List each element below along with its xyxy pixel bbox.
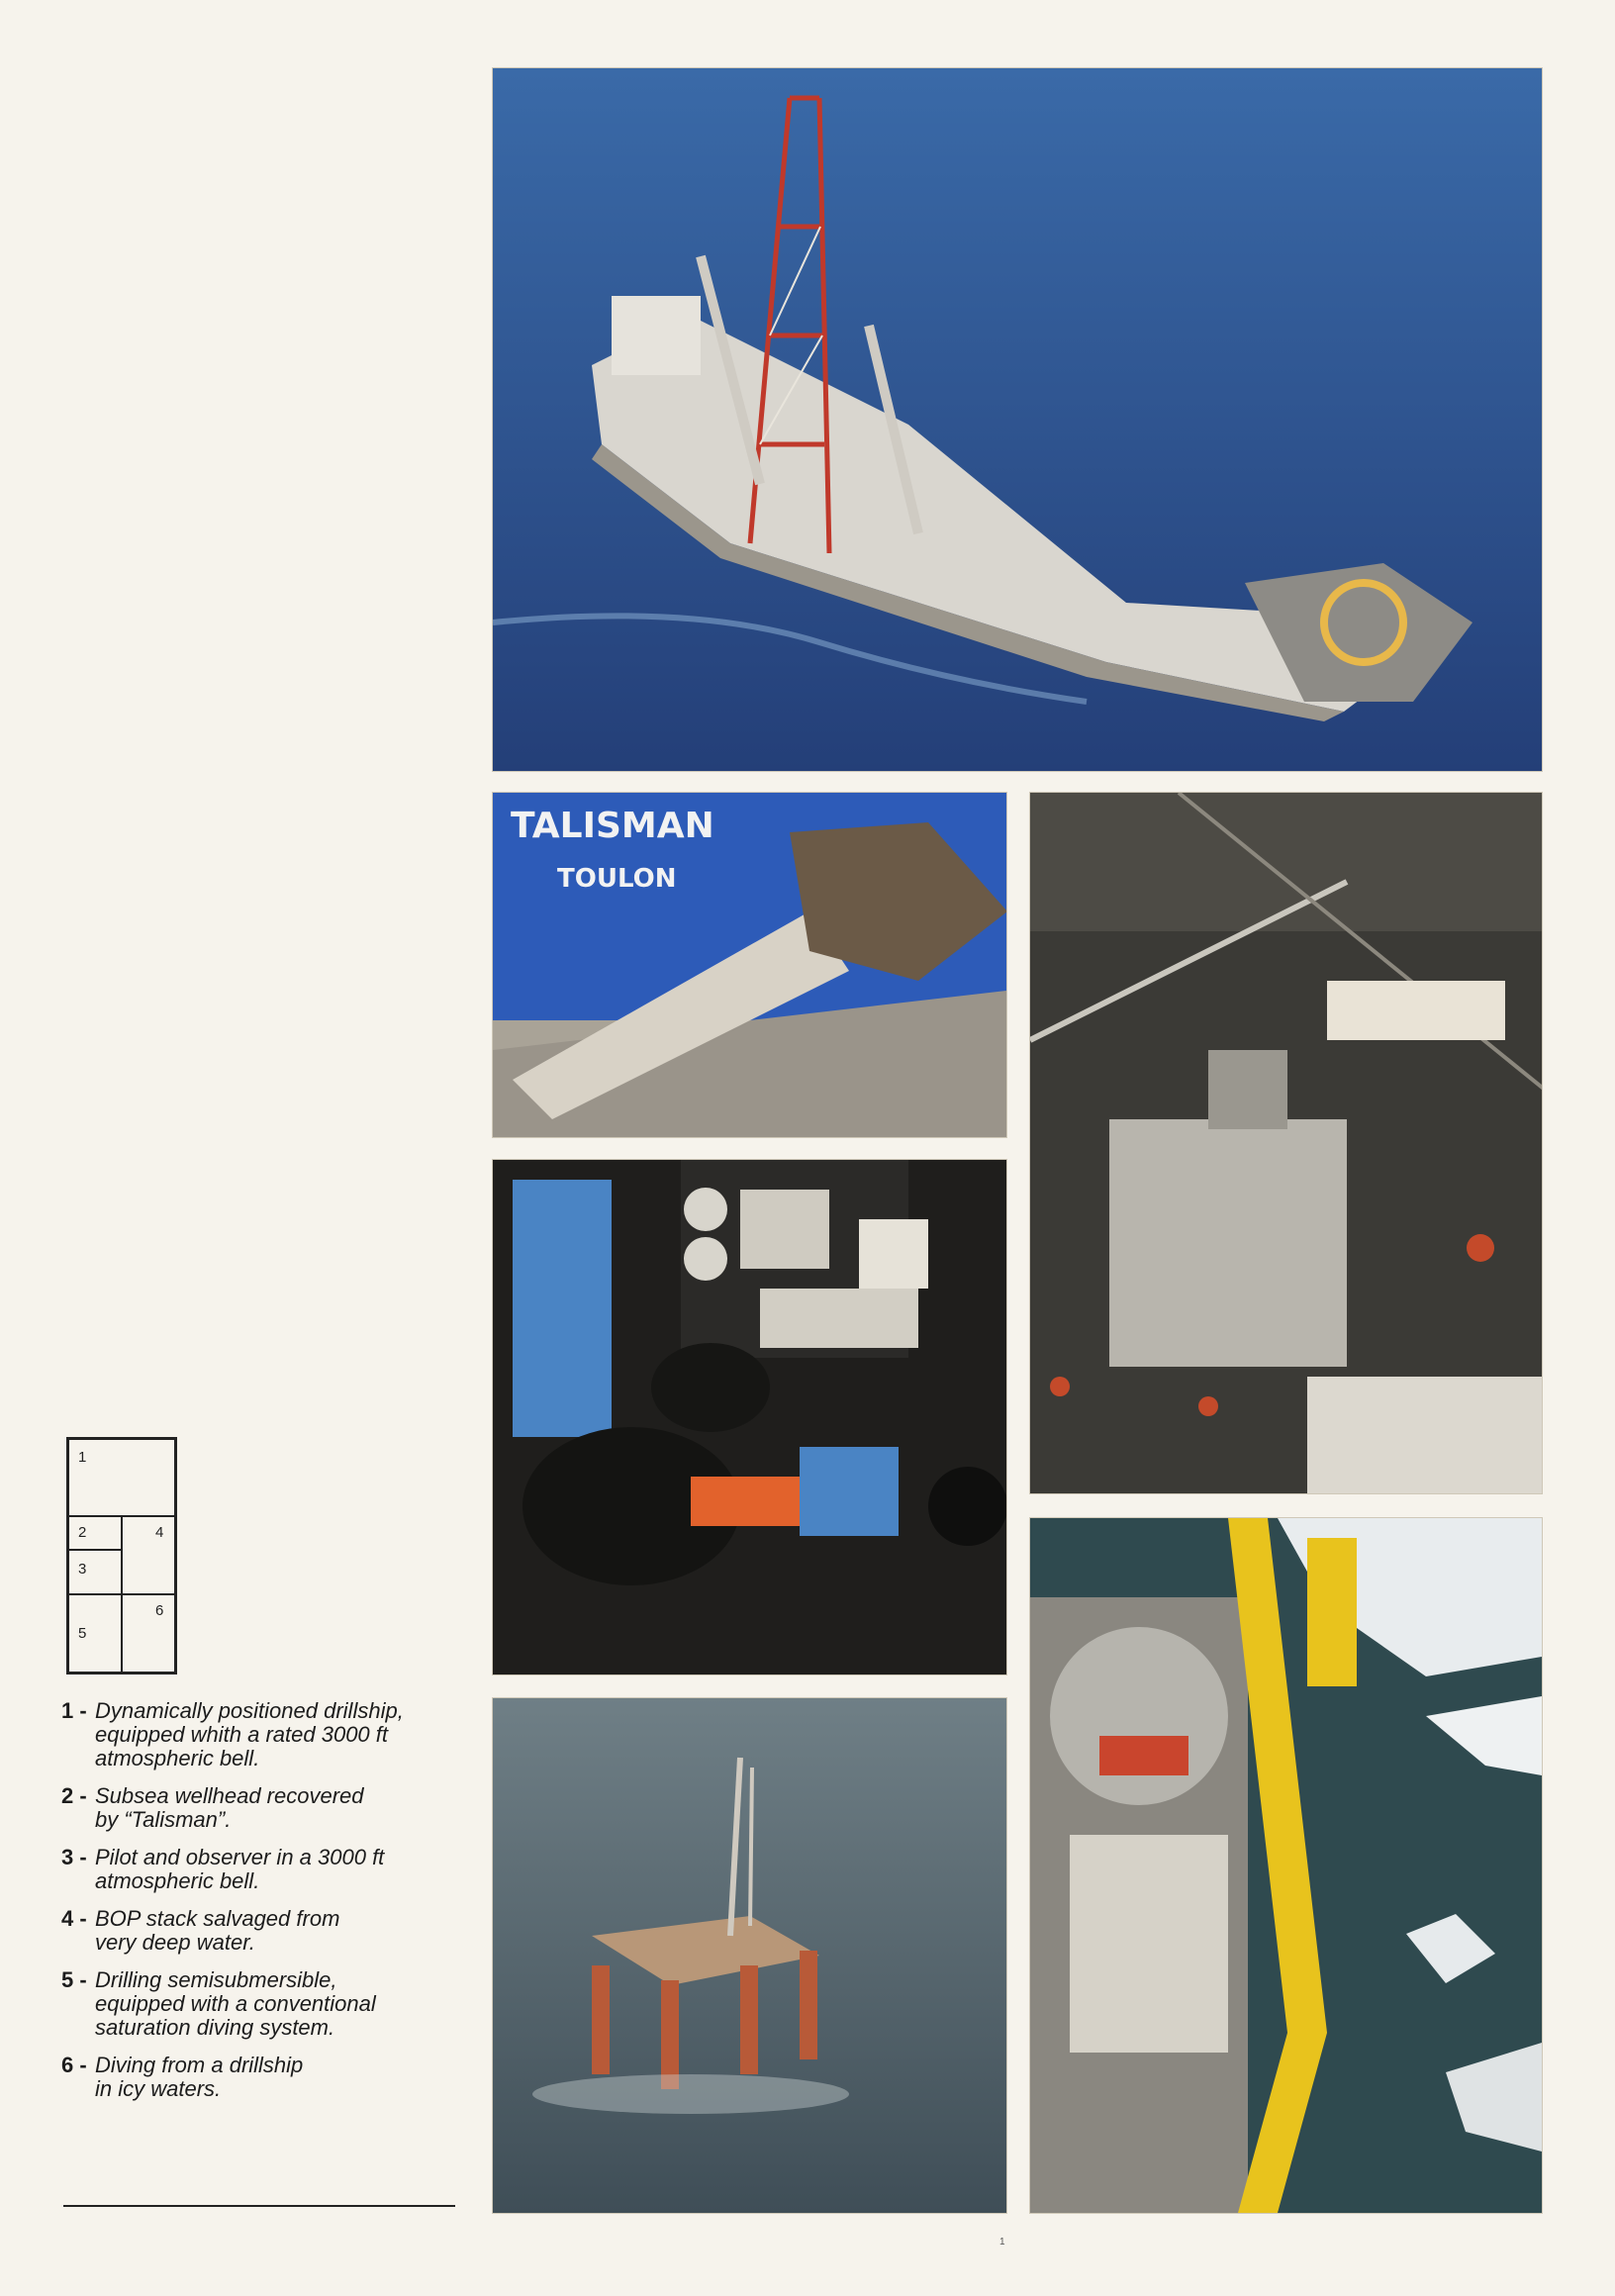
caption-2: [61, 1784, 457, 1832]
caption-number: 1 -: [61, 1698, 87, 1723]
caption-4: [61, 1907, 457, 1955]
talisman-illustration: [493, 793, 1006, 1137]
page-folio: 1: [999, 2237, 1005, 2248]
caption-text: Dynamically positioned drillship, equipped whith a rated 3000 ft atmospheric bell.: [95, 1698, 404, 1770]
footer-rule: [63, 2205, 455, 2207]
key-cell-2: [68, 1516, 122, 1550]
bell-cockpit-illustration: [493, 1160, 1006, 1674]
drillship-illustration: [493, 68, 1542, 771]
caption-number: 2 -: [61, 1783, 87, 1808]
semisubmersible-illustration: [493, 1698, 1006, 2213]
photo-atmospheric-bell-crew: [492, 1159, 1007, 1675]
caption-number: 4 -: [61, 1906, 87, 1931]
caption-text: BOP stack salvaged from very deep water.: [95, 1906, 340, 1955]
key-cell-4: [122, 1516, 175, 1594]
caption-6: [61, 2054, 457, 2101]
ship-port-text: TOULON: [557, 864, 677, 894]
key-number-4: 4: [155, 1524, 164, 1541]
ship-name-text: TALISMAN: [511, 806, 714, 846]
photo-talisman-wellhead: [492, 792, 1007, 1138]
key-number-1: 1: [78, 1449, 87, 1466]
caption-5: [61, 1968, 457, 2040]
photo-captions: [61, 1699, 457, 2115]
key-cell-6: [122, 1594, 175, 1673]
key-number-6: 6: [155, 1602, 164, 1619]
bop-stack-illustration: [1030, 793, 1542, 1493]
caption-text: Diving from a drillship in icy waters.: [95, 2053, 304, 2101]
key-number-2: 2: [78, 1524, 87, 1541]
photo-semisubmersible: [492, 1697, 1007, 2214]
caption-text: Drilling semisubmersible, equipped with a conventional saturation diving system.: [95, 1967, 376, 2040]
caption-number: 6 -: [61, 2053, 87, 2077]
key-number-5: 5: [78, 1625, 87, 1642]
icy-waters-illustration: [1030, 1518, 1542, 2213]
caption-number: 5 -: [61, 1967, 87, 1992]
caption-3: [61, 1846, 457, 1893]
caption-1: [61, 1699, 457, 1770]
key-cell-3: [68, 1550, 122, 1594]
photo-drillship: [492, 67, 1543, 772]
key-number-3: 3: [78, 1561, 87, 1578]
photo-layout-key: [66, 1437, 177, 1674]
caption-text: Subsea wellhead recovered by “Talisman”.: [95, 1783, 364, 1832]
caption-text: Pilot and observer in a 3000 ft atmospheric bell.: [95, 1845, 385, 1893]
key-cell-5: [68, 1594, 122, 1673]
photo-bop-stack: [1029, 792, 1543, 1494]
photo-icy-waters-diving: [1029, 1517, 1543, 2214]
caption-number: 3 -: [61, 1845, 87, 1869]
